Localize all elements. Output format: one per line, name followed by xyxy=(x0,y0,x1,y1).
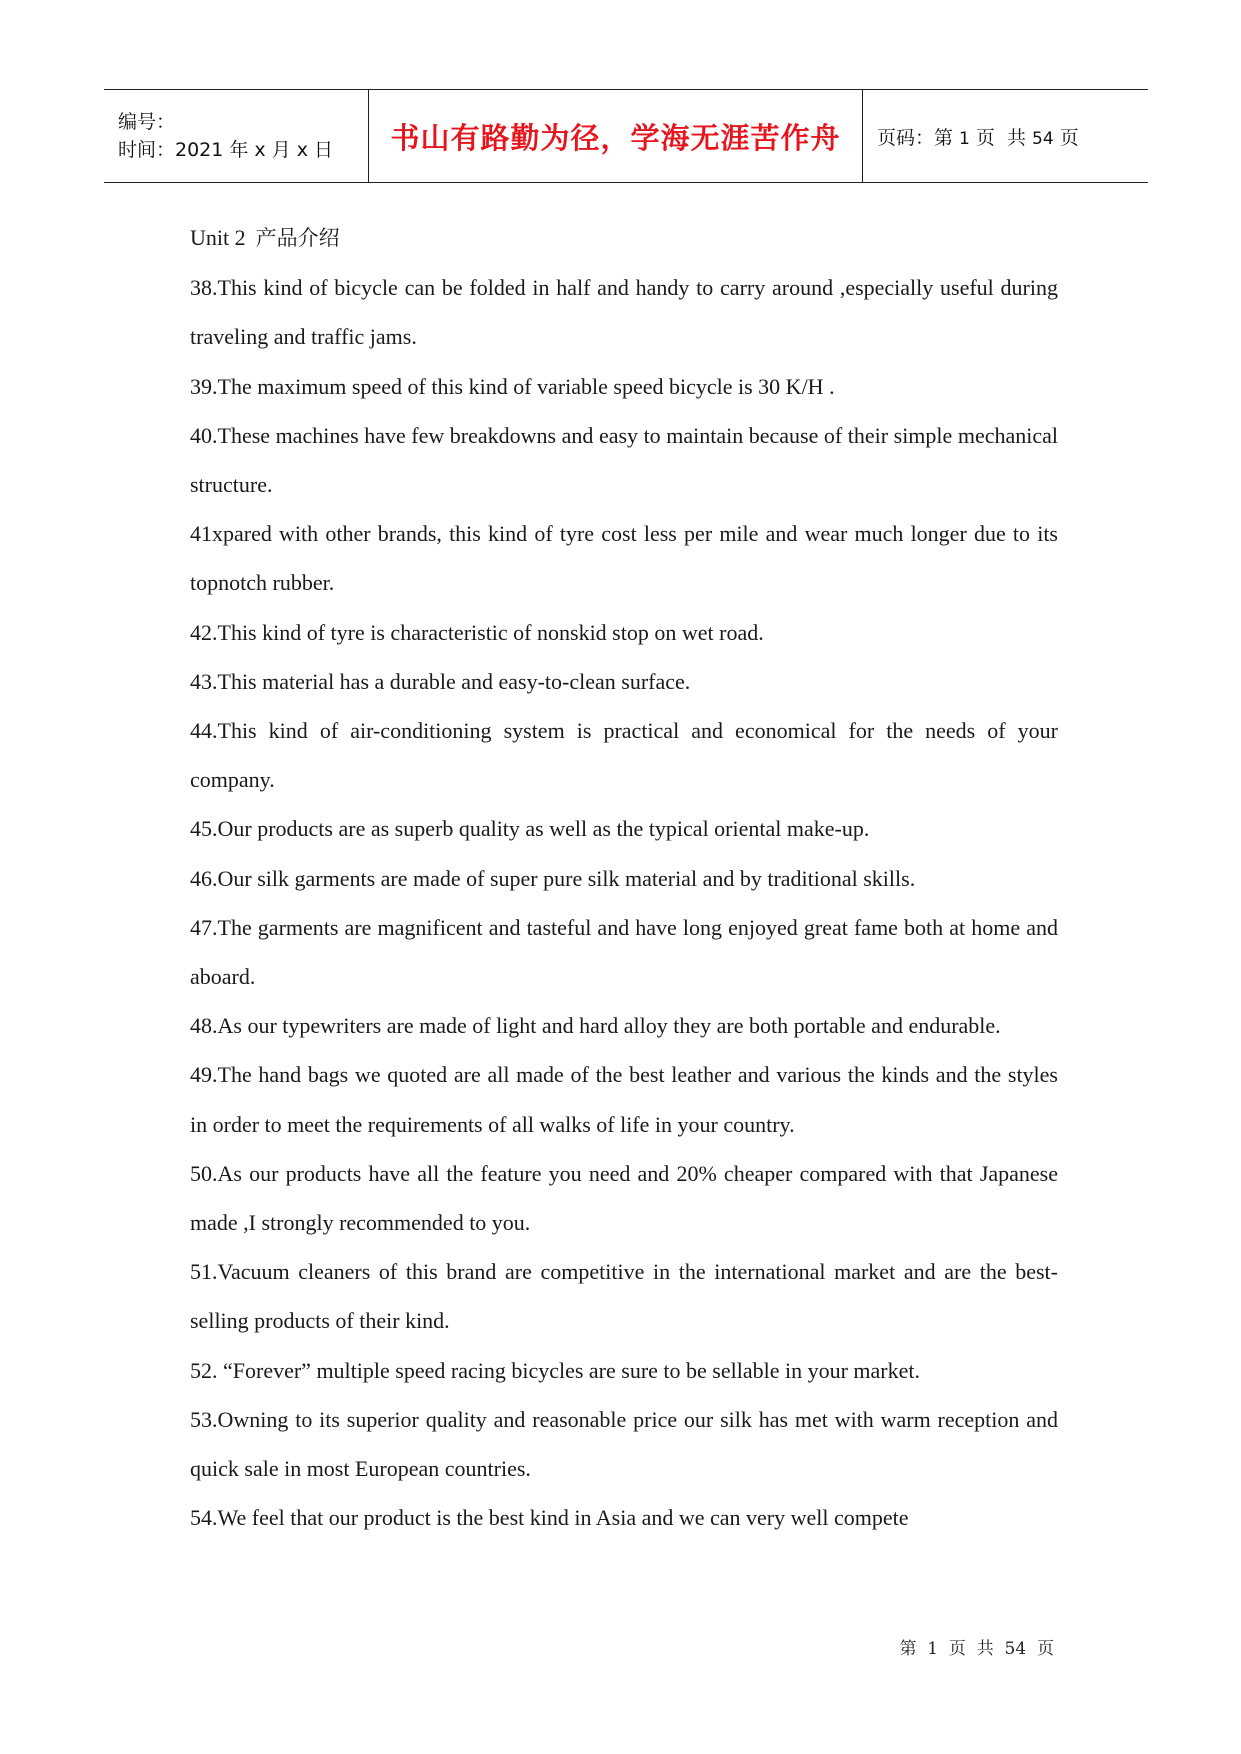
paragraph-46: 46.Our silk garments are made of super pure silk material and by traditional skills. xyxy=(190,865,916,891)
header-page-cell xyxy=(863,90,1148,182)
unit-subtitle: 产品介绍 xyxy=(255,226,340,250)
page-prefix: 页码：第 xyxy=(877,126,960,149)
page-mid: 页 共 xyxy=(969,126,1033,149)
paragraph-39: 39.The maximum speed of this kind of variable speed bicycle is 30 K/H . xyxy=(190,373,835,399)
motto: 书山有路勤为径，学海无涯苦作舟 xyxy=(390,120,841,155)
header-page-info xyxy=(877,123,1148,150)
serial-label: 编号： xyxy=(118,111,176,133)
header-motto-cell xyxy=(369,90,863,182)
page-footer: 第 1 页 共 54 页 xyxy=(899,1639,1054,1659)
paragraph-45: 45.Our products are as superb quality as well as the typical oriental make-up. xyxy=(190,816,870,842)
document-body xyxy=(190,213,1058,1542)
page-total: 54 xyxy=(1032,128,1054,149)
unit-heading xyxy=(190,213,1058,263)
paragraph-48: 48.As our typewriters are made of light and hard alloy they are both portable and endurable. xyxy=(190,1013,1001,1039)
document-header xyxy=(104,89,1148,183)
paragraph-52: 52. “Forever” multiple speed racing bicycles are sure to be sellable in your market. xyxy=(190,1357,921,1383)
paragraph-54: 54.We feel that our product is the best kind in Asia and we can very well compete xyxy=(190,1505,909,1531)
paragraph-51: 51.Vacuum cleaners of this brand are competitive in the international market and are the best- selling products of their kind. xyxy=(190,1259,1058,1334)
page-current: 1 xyxy=(959,128,970,149)
paragraph-53: 53.Owning to its superior quality and reasonable price our silk has met with warm reception and quick sale in most European countries. xyxy=(190,1406,1058,1482)
paragraph-50: 50.As our products have all the feature you need and 20% cheaper compared with that Japanese made ,I strongly recommended to you. xyxy=(190,1160,1058,1236)
paragraph-42: 42.This kind of tyre is characteristic of nonskid stop on wet road. xyxy=(190,619,764,645)
paragraph-40: 40.These machines have few breakdowns and easy to maintain because of their simple mechanical structure. xyxy=(190,422,1058,498)
paragraph-49: 49.The hand bags we quoted are all made of the best leather and various the kinds and the styles in order to meet the requirements of all walks of life in your country. xyxy=(190,1062,1058,1137)
paragraph-44: 44.This kind of air-conditioning system is practical and economical for the needs of your company. xyxy=(190,718,1058,793)
paragraph-38: 38.This kind of bicycle can be folded in half and handy to carry around ,especially useful during traveling and traffic jams. xyxy=(190,275,1058,350)
time-label: 时间：2021 年 x 月 x 日 xyxy=(118,139,334,161)
paragraph-47: 47.The garments are magnificent and tasteful and have long enjoyed great fame both at home and aboard. xyxy=(190,914,1058,990)
unit-title: Unit 2 xyxy=(190,225,246,250)
paragraph-43: 43.This material has a durable and easy-to-clean surface. xyxy=(190,668,691,694)
header-meta-cell xyxy=(104,90,369,182)
page-suffix: 页 xyxy=(1053,126,1079,149)
paragraph-41: 41xpared with other brands, this kind of tyre cost less per mile and wear much longer due to its topnotch rubber. xyxy=(190,521,1058,596)
